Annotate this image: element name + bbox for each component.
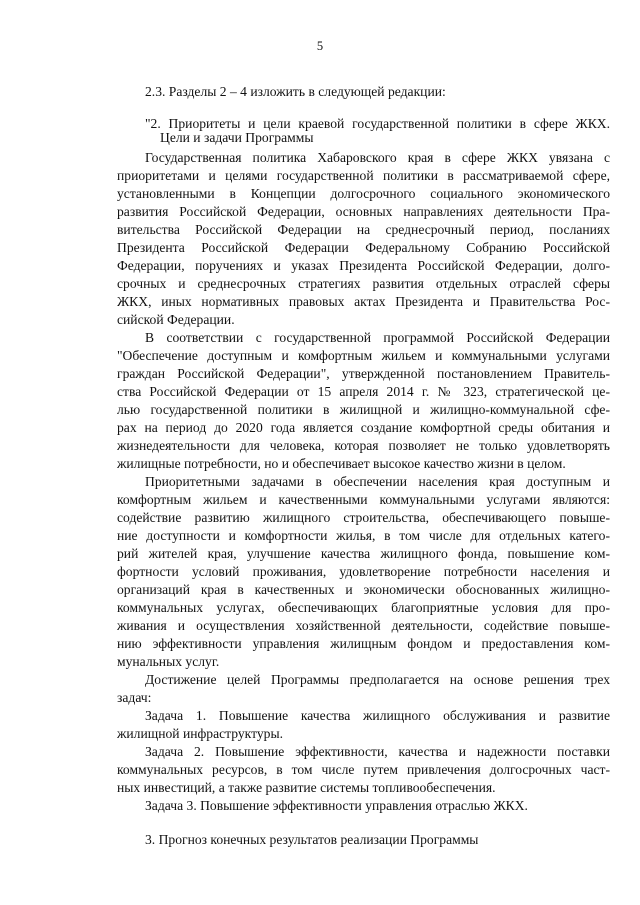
text-line: 2.3. Разделы 2 – 4 изложить в следующей редакции: bbox=[145, 84, 446, 99]
text-line: срочных и среднесрочных стратегиях развития отдельных отраслей сферы bbox=[117, 276, 610, 291]
text-line: рах на период до 2020 года является создание комфортной среды обитания и bbox=[117, 420, 610, 435]
text-line: лью государственной политики в жилищной и жилищно-коммунальной сфе- bbox=[117, 402, 610, 417]
text-line: Задача 1. Повышение качества жилищного обслуживания и развитие bbox=[145, 708, 610, 723]
text-line: "Обеспечение доступным и комфортным жильем и коммунальными услугами bbox=[117, 348, 610, 363]
text-line: ние доступности и комфортности жилья, в том числе для отдельных катего- bbox=[117, 528, 610, 543]
text-line: живания и осуществления хозяйственной деятельности, содействие повыше- bbox=[117, 618, 610, 633]
page-number: 5 bbox=[316, 39, 324, 53]
text-line: установленными в Концепции долгосрочного социального экономического bbox=[117, 186, 610, 201]
text-line: фортности условий проживания, удовлетворение потребности населения и bbox=[117, 564, 610, 579]
text-line: ства Российской Федерации от 15 апреля 2014 г. № 323, стратегической це- bbox=[117, 384, 610, 399]
text-line: "2. Приоритеты и цели краевой государственной политики в сфере ЖКХ. bbox=[145, 116, 610, 131]
text-line: сийской Федерации. bbox=[117, 312, 235, 327]
text-line: вительства Российской Федерации на среднесрочный период, посланиях bbox=[117, 222, 610, 237]
text-line: задач: bbox=[117, 690, 152, 705]
text-line: Достижение целей Программы предполагается на основе решения трех bbox=[145, 672, 610, 687]
text-line: Федерации, поручениях и указах Президента Российской Федерации, долго- bbox=[117, 258, 610, 273]
text-line: содействие развитию жилищного строительства, обеспечивающего повыше- bbox=[117, 510, 610, 525]
text-line: граждан Российской Федерации", утвержденной постановлением Правитель- bbox=[117, 366, 610, 381]
text-line: Президента Российской Федерации Федеральному Собранию Российской bbox=[117, 240, 610, 255]
text-line: комфортным жильем и качественными коммунальными услугами являются: bbox=[117, 492, 610, 507]
text-line: Задача 2. Повышение эффективности, качества и надежности поставки bbox=[145, 744, 610, 759]
text-line: В соответствии с государственной программой Российской Федерации bbox=[145, 330, 610, 345]
text-line: коммунальных ресурсов, в том числе путем привлечения долгосрочных част- bbox=[117, 762, 610, 777]
text-line: организаций края в качественных и экономически обоснованных жилищно- bbox=[117, 582, 610, 597]
text-line: Задача 3. Повышение эффективности управления отраслью ЖКХ. bbox=[145, 798, 528, 813]
text-line: коммунальных услугах, обеспечивающих благоприятные условия для про- bbox=[117, 600, 610, 615]
text-line: рий жителей края, улучшение качества жилищного фонда, повышение ком- bbox=[117, 546, 610, 561]
text-line: 3. Прогноз конечных результатов реализации Программы bbox=[145, 832, 479, 847]
text-line: ных инвестиций, а также развитие системы топливообеспечения. bbox=[117, 780, 496, 795]
text-line: ЖКХ, иных нормативных правовых актах Президента и Правительства Рос- bbox=[117, 294, 610, 309]
text-line: жилищные потребности, но и обеспечивает высокое качество жизни в целом. bbox=[117, 456, 566, 471]
text-line: нию эффективности управления жилищным фондом и предоставления ком- bbox=[117, 636, 610, 651]
text-line: жилищной инфраструктуры. bbox=[117, 726, 283, 741]
text-line: Государственная политика Хабаровского края в сфере ЖКХ увязана с bbox=[145, 150, 610, 165]
text-line: Приоритетными задачами в обеспечении населения края доступным и bbox=[145, 474, 610, 489]
text-line: развития Российской Федерации, основных направлениях деятельности Пра- bbox=[117, 204, 610, 219]
text-line: Цели и задачи Программы bbox=[160, 130, 314, 145]
text-line: приоритетами и целями государственной политики в рассматриваемой сфере, bbox=[117, 168, 610, 183]
text-line: мунальных услуг. bbox=[117, 654, 220, 669]
text-line: жизнедеятельности для человека, которая позволяет не только удовлетворять bbox=[117, 438, 610, 453]
